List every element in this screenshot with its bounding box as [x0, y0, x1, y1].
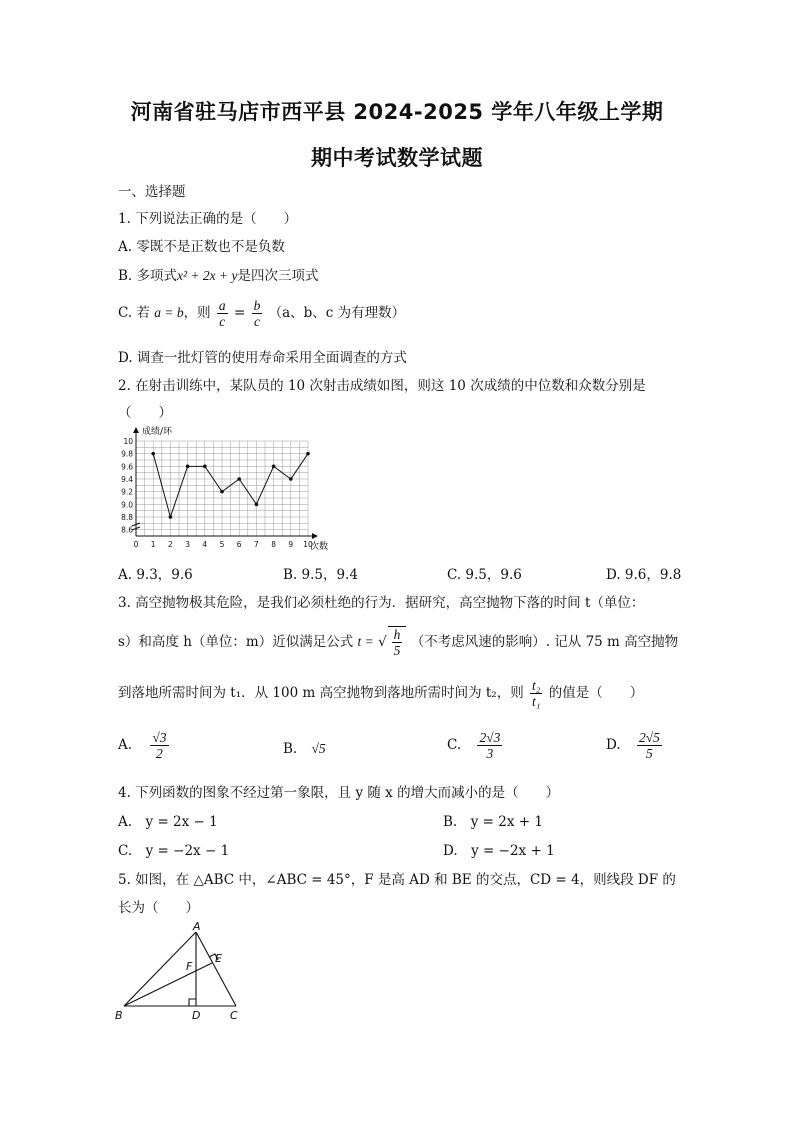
q1-option-b — [118, 264, 319, 284]
label-b: B — [115, 1009, 123, 1022]
q3-formula-fraction: $\frac{h}{5}$ — [393, 627, 401, 658]
q3-line2-suffix: （不考虑风速的影响）. 记从 75 m 高空抛物 — [410, 634, 679, 650]
x-tick-label: 9 — [288, 540, 294, 549]
x-tick-label: 7 — [254, 540, 259, 549]
data-point — [255, 503, 259, 507]
q2-stem: 2. 在射击训练中，某队员的 10 次射击成绩如图，则这 10 次成绩的中位数和众数分别是 — [118, 378, 646, 394]
x-tick-label: 4 — [202, 540, 208, 549]
x-tick-label: 8 — [271, 540, 276, 549]
q1-c-condition: a = b — [154, 305, 184, 320]
q1-option-a: A. 零既不是正数也不是负数 — [118, 239, 285, 255]
x-tick-label: 1 — [150, 540, 156, 549]
q2-option-b: B. 9.5，9.4 — [283, 567, 358, 583]
y-tick-label: 9.4 — [121, 475, 133, 484]
q3-option-a: A. $\frac{√3}{2}$ — [118, 730, 167, 761]
label-a: A — [193, 920, 201, 933]
q1-option-c — [118, 298, 405, 329]
sqrt-symbol-icon: √ — [378, 634, 387, 650]
data-point — [289, 477, 293, 481]
data-point — [186, 465, 190, 469]
altitude-be — [124, 963, 212, 1006]
y-tick-label: 8.6 — [121, 525, 133, 535]
q3-option-c: C. $\frac{2√3}{3}$ — [447, 730, 501, 761]
x-axis-arrow-icon — [312, 533, 318, 539]
q1-option-d: D. 调查一批灯管的使用寿命采用全面调查的方式 — [118, 350, 407, 366]
label-e: E — [215, 952, 222, 965]
q3-line2 — [118, 626, 678, 658]
x-tick-label: 5 — [219, 540, 225, 549]
x-tick-label: 2 — [168, 540, 173, 549]
triangle-diagram — [112, 920, 252, 1024]
q4-option-b: B. y = 2x + 1 — [443, 814, 543, 830]
chart-grid — [136, 441, 308, 536]
q4-stem: 4. 下列函数的图象不经过第一象限，且 y 随 x 的增大而减小的是（ ） — [118, 785, 560, 801]
data-point — [272, 465, 276, 469]
label-f: F — [186, 960, 193, 973]
q5-line1: 5. 如图，在 △ABC 中，∠ABC = 45°，F 是高 AD 和 BE 的交点，CD = 4，则线段 DF 的 — [118, 872, 676, 888]
q1-c-equals: = — [233, 305, 246, 321]
q1-c-mid: ，则 — [183, 305, 211, 321]
q3-ratio-fraction: $\frac{\text{t₂}}{\text{t₁}}$ — [532, 678, 541, 709]
q4-option-a: A. y = 2x − 1 — [118, 814, 218, 830]
chart-y-axis-label: 成绩/环 — [142, 427, 173, 437]
data-point — [237, 477, 241, 481]
q1-b-suffix: 是四次三项式 — [237, 268, 319, 284]
x-tick-label: 6 — [236, 540, 242, 549]
data-point — [169, 515, 173, 519]
q3-option-d: D. $\frac{2√5}{5}$ — [606, 730, 660, 761]
q4-option-c: C. y = −2x − 1 — [118, 843, 230, 859]
label-c: C — [230, 1009, 238, 1022]
q1-c-fraction-left: $\frac{a}{c}$ — [218, 298, 226, 329]
right-angle-mark-d — [189, 999, 196, 1006]
chart-axes — [132, 427, 318, 539]
label-d: D — [192, 1009, 201, 1022]
q3-line3-prefix: 到落地所需时间为 t₁．从 100 m 高空抛物到落地所需时间为 t₂，则 — [118, 685, 524, 701]
exam-title-line1: 河南省驻马店市西平县 2024-2025 学年八年级上学期 — [130, 100, 664, 124]
q2-answer-paren: （ ） — [118, 405, 172, 421]
q3-formula-radicand — [388, 626, 407, 658]
q2-option-d: D. 9.6，9.8 — [606, 567, 682, 583]
y-tick-label: 9.0 — [121, 500, 133, 510]
q3-line1: 3. 高空抛物极其危险，是我们必须杜绝的行为．据研究，高空抛物下落的时间 t（单位： — [118, 595, 645, 611]
y-tick-label: 9.6 — [121, 462, 133, 472]
q1-c-fraction-right: $\frac{b}{c}$ — [253, 298, 261, 329]
data-point — [203, 465, 207, 469]
q2-option-c: C. 9.5，9.6 — [447, 567, 522, 583]
y-axis-arrow-icon — [133, 427, 139, 433]
data-point — [151, 452, 155, 456]
data-point — [220, 490, 224, 494]
q2-option-a: A. 9.3，9.6 — [118, 567, 193, 583]
q3-line3-suffix: 的值是（ ） — [548, 685, 644, 701]
data-point — [306, 452, 310, 456]
score-line-chart — [116, 422, 336, 554]
q3-option-b: B. √5 — [283, 741, 326, 757]
q1-stem: 1. 下列说法正确的是（ ） — [118, 211, 298, 227]
q4-option-d: D. y = −2x + 1 — [443, 843, 555, 859]
q3-line3 — [118, 678, 643, 709]
x-tick-label: 0 — [133, 540, 139, 549]
exam-title-line2: 期中考试数学试题 — [311, 146, 483, 170]
q1-c-suffix: （a、b、c 为有理数） — [268, 305, 406, 321]
side-ac — [196, 932, 236, 1006]
y-tick-label: 10 — [123, 437, 133, 446]
q1-b-prefix: B. 多项式 — [118, 268, 178, 284]
y-tick-label: 9.2 — [121, 487, 133, 497]
section-heading: 一、选择题 — [118, 184, 186, 200]
x-tick-label: 10 — [303, 540, 313, 549]
q3-line2-prefix: s）和高度 h（单位：m）近似满足公式 — [118, 634, 354, 650]
y-tick-label: 8.8 — [121, 513, 133, 522]
q1-c-prefix: C. 若 — [118, 305, 150, 321]
q1-b-expression: x² + 2x + y — [177, 268, 238, 283]
x-tick-label: 3 — [185, 540, 190, 549]
chart-x-axis-label: 次数 — [310, 542, 329, 552]
y-tick-label: 9.8 — [121, 449, 133, 459]
q3-formula-lhs: t = — [357, 634, 374, 649]
q5-line2: 长为（ ） — [118, 900, 199, 916]
